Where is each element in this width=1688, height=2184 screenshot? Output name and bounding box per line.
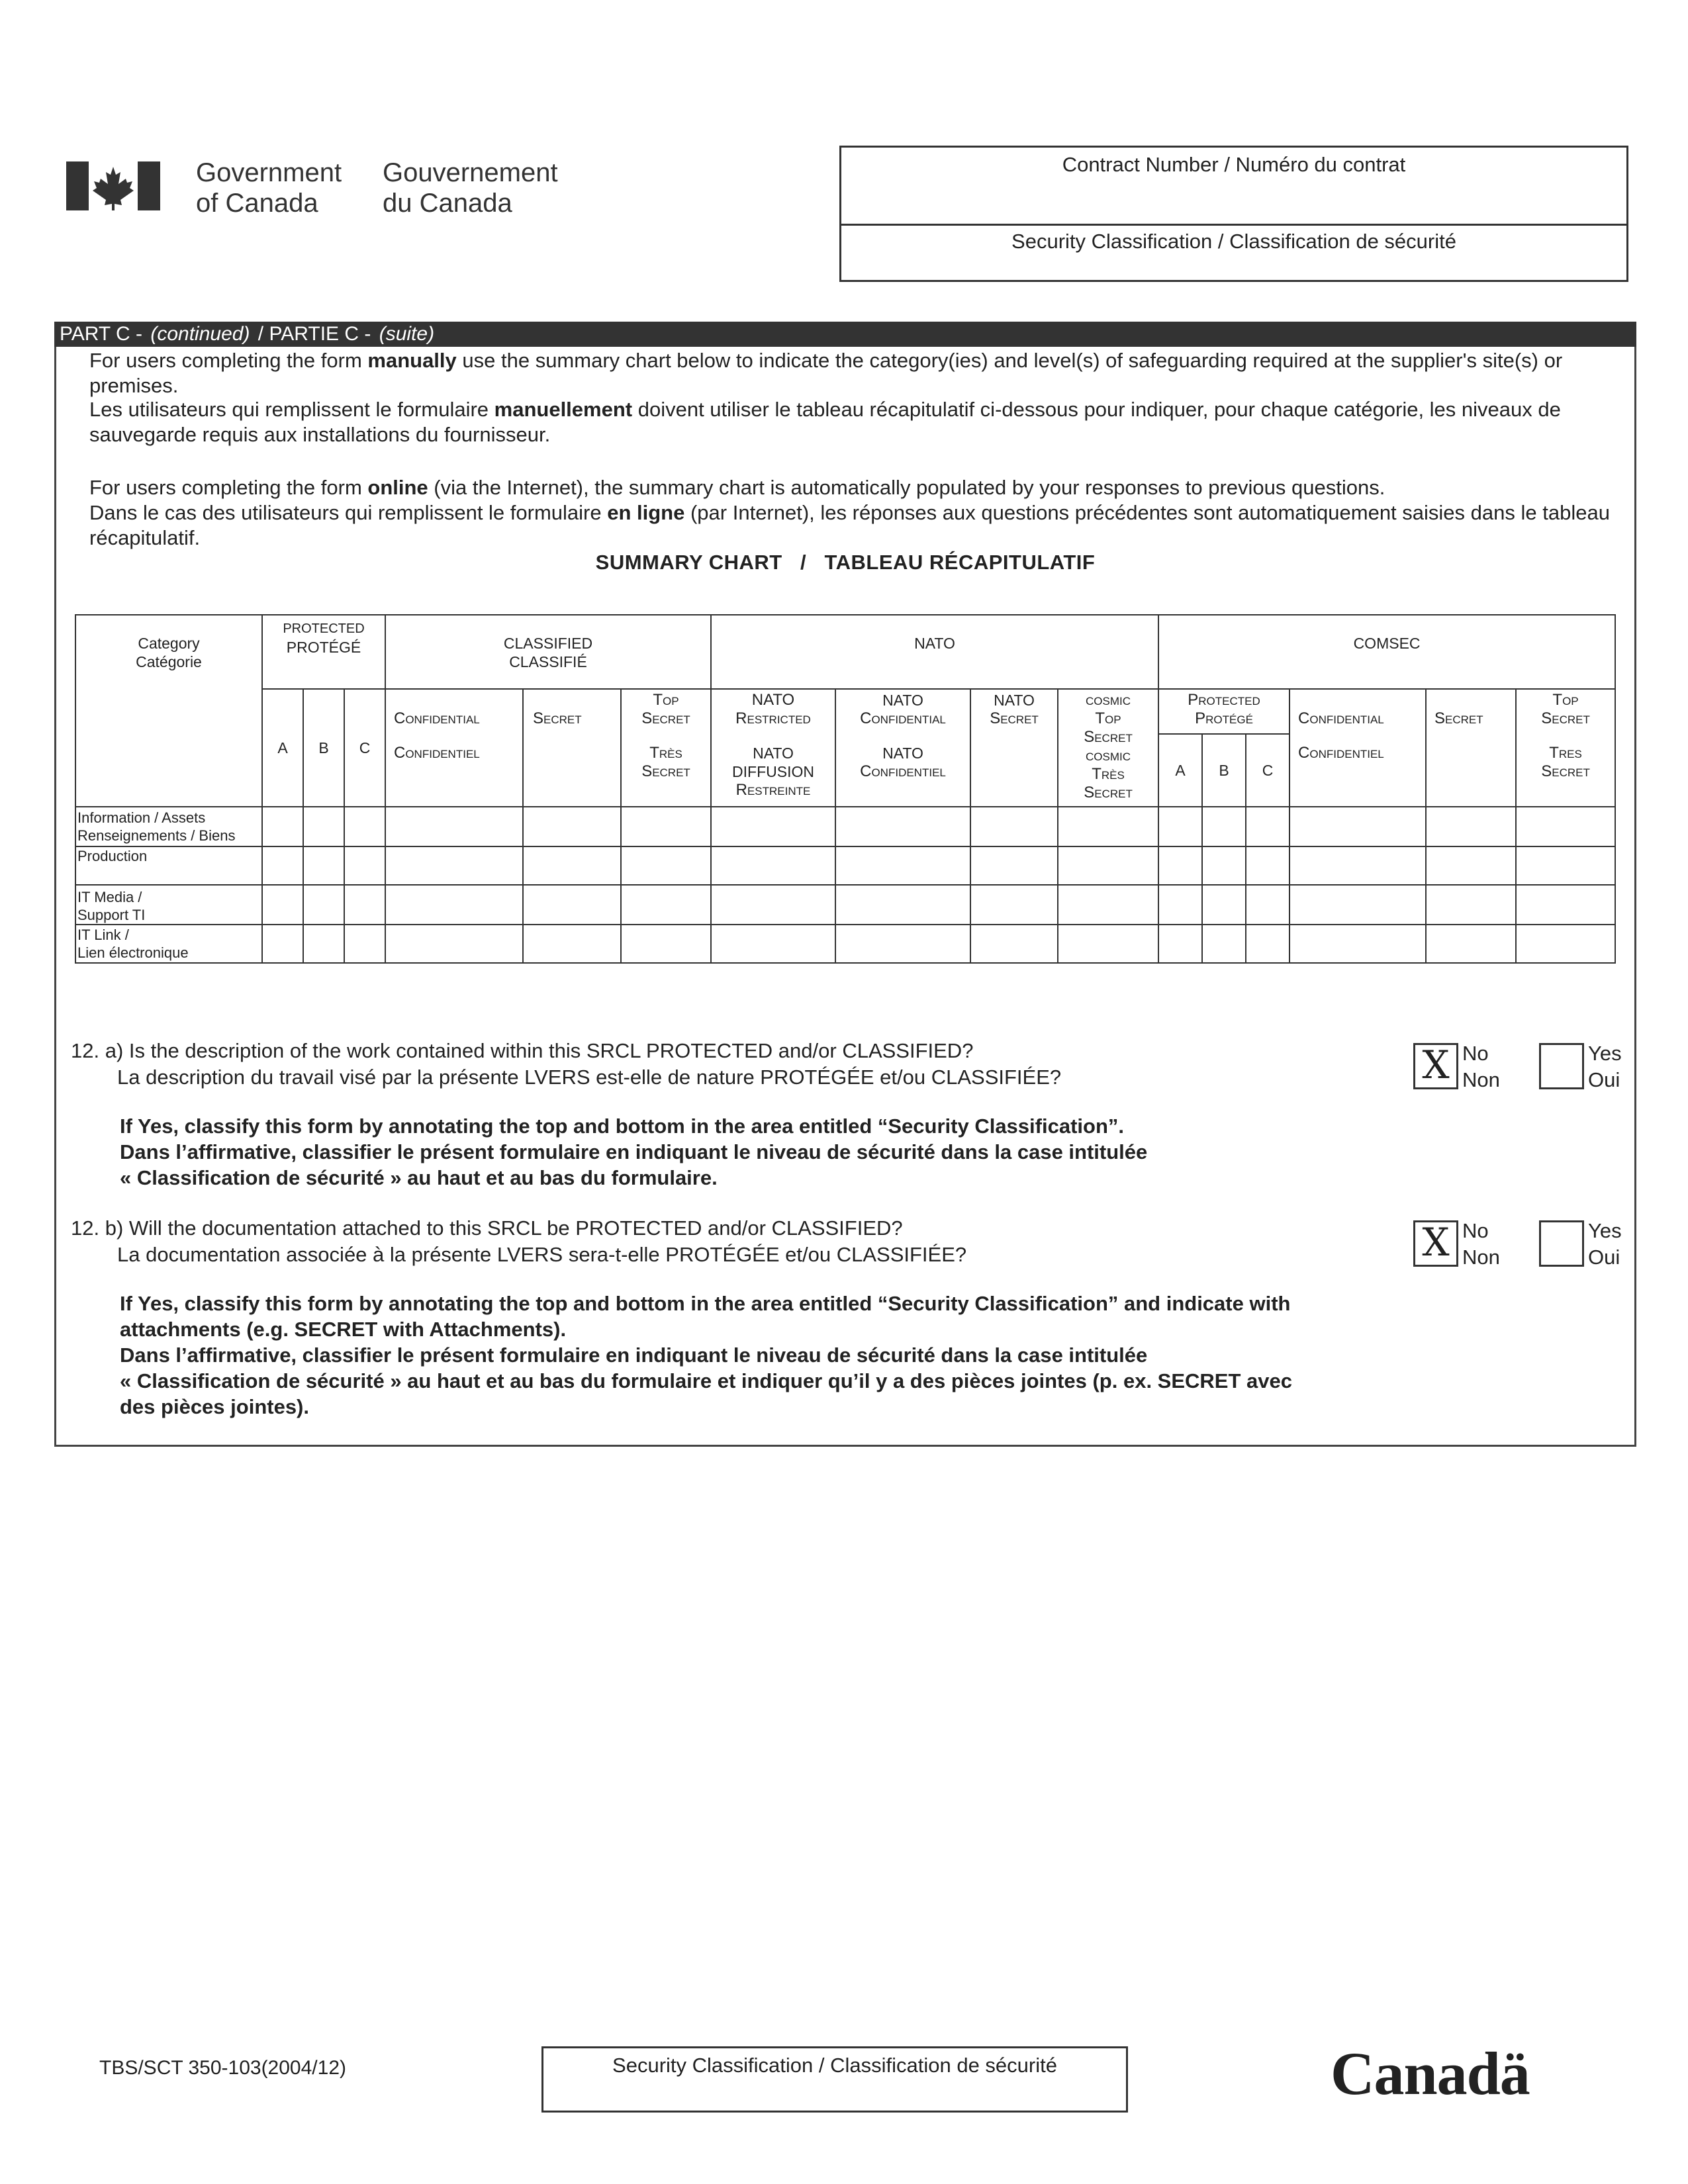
cosmic-top-secret-header: cosmic Top Secret cosmic Très Secret	[1058, 689, 1158, 807]
table-cell[interactable]	[303, 885, 344, 925]
manual-instructions-fr: Les utilisateurs qui remplissent le formulaire manuellement doivent utiliser le tableau récapitulatif ci-dessous pour indiquer, pour chaque catégorie, les niveaux de sauvegarde requis aux installations du fournisseur.	[89, 398, 1561, 446]
confidential-header: Confidential Confidentiel	[385, 689, 523, 807]
contract-number-label: Contract Number / Numéro du contrat	[1062, 153, 1406, 176]
question-12b-fr: La documentation associée à la présente LVERS sera-t-elle PROTÉGÉE et/ou CLASSIFIÉE?	[117, 1243, 967, 1266]
table-cell[interactable]	[970, 807, 1058, 846]
security-classification-top-label: Security Classification / Classification de sécurité	[1011, 230, 1456, 253]
table-cell[interactable]	[835, 846, 970, 885]
table-header-row-2	[75, 689, 1615, 807]
table-cell[interactable]	[523, 846, 621, 885]
q12b-no-checkbox[interactable]	[1413, 1220, 1458, 1267]
table-cell[interactable]	[1516, 846, 1615, 885]
table-cell[interactable]	[835, 925, 970, 963]
table-cell[interactable]	[262, 885, 303, 925]
row-label: IT Link / Lien électronique	[75, 925, 262, 963]
table-cell[interactable]	[1426, 846, 1516, 885]
table-cell[interactable]	[1289, 925, 1426, 963]
table-cell[interactable]	[1058, 807, 1158, 846]
table-row-production	[75, 846, 1615, 885]
canada-flag-icon	[66, 161, 160, 210]
category-header: Category Catégorie	[75, 615, 262, 807]
table-row-it-link	[75, 925, 1615, 963]
table-cell[interactable]	[1426, 807, 1516, 846]
table-cell[interactable]	[344, 846, 385, 885]
table-cell[interactable]	[385, 846, 523, 885]
q12b-no-label: No Non	[1462, 1219, 1500, 1269]
question-12a-fr: La description du travail visé par la présente LVERS est-elle de nature PROTÉGÉE et/ou CLASSIFIÉE?	[117, 1066, 1062, 1089]
government-of-canada-en	[196, 158, 342, 218]
table-cell[interactable]	[835, 885, 970, 925]
table-cell[interactable]	[523, 925, 621, 963]
table-cell[interactable]	[303, 807, 344, 846]
table-cell[interactable]	[711, 846, 835, 885]
table-cell[interactable]	[262, 846, 303, 885]
contract-number-field[interactable]	[841, 148, 1626, 226]
comsec-a-header: A	[1175, 762, 1186, 779]
part-c-section	[54, 322, 1636, 1447]
protected-a-header: A	[262, 689, 303, 807]
comsec-c-header: C	[1245, 735, 1289, 806]
q12a-yes-label: Yes Oui	[1588, 1042, 1622, 1091]
question-12b-en: 12. b) Will the documentation attached to this SRCL be PROTECTED and/or CLASSIFIED?	[71, 1216, 903, 1240]
part-c-label: PART C - (continued) / PARTIE C - (suite)	[60, 323, 435, 345]
table-cell[interactable]	[621, 807, 711, 846]
table-cell[interactable]	[711, 925, 835, 963]
table-cell[interactable]	[621, 885, 711, 925]
q12b-yes-label: Yes Oui	[1588, 1219, 1622, 1269]
table-cell[interactable]	[523, 807, 621, 846]
security-classification-bottom-box[interactable]	[541, 2046, 1128, 2113]
summary-chart-table	[75, 614, 1616, 964]
table-cell[interactable]	[835, 807, 970, 846]
table-cell[interactable]	[970, 925, 1058, 963]
table-cell[interactable]	[621, 846, 711, 885]
table-cell[interactable]	[711, 885, 835, 925]
comsec-header: COMSEC	[1158, 615, 1615, 689]
table-cell[interactable]	[1289, 885, 1426, 925]
secret-header: Secret	[523, 689, 621, 807]
summary-chart-title: SUMMARY CHART / TABLEAU RÉCAPITULATIF	[595, 551, 1096, 574]
table-cell[interactable]	[303, 925, 344, 963]
nato-secret-header: NATO Secret	[970, 689, 1058, 807]
protected-b-header: B	[303, 689, 344, 807]
table-cell[interactable]	[262, 925, 303, 963]
table-cell[interactable]	[1158, 885, 1289, 925]
table-cell[interactable]	[344, 885, 385, 925]
manual-instructions-en: For users completing the form manually use the summary chart below to indicate the category(ies) and level(s) of safeguarding required at the supplier's site(s) or premises.	[89, 349, 1563, 397]
part-c-header	[54, 322, 1636, 347]
table-cell[interactable]	[1158, 807, 1289, 846]
comsec-confidential-header: Confidential Confidentiel	[1289, 689, 1426, 807]
security-classification-bottom-label: Security Classification / Classification de sécurité	[612, 2054, 1057, 2077]
table-cell[interactable]	[385, 807, 523, 846]
nato-header: NATO	[711, 615, 1158, 689]
q12a-no-label: No Non	[1462, 1042, 1500, 1091]
table-cell[interactable]	[1516, 925, 1615, 963]
table-cell[interactable]	[344, 925, 385, 963]
protected-c-header: C	[344, 689, 385, 807]
table-row-it-media	[75, 885, 1615, 925]
gov-fr-line1: Gouvernement	[383, 158, 558, 187]
nato-restricted-header: NATO Restricted NATO DIFFUSION Restreinte	[711, 689, 835, 807]
table-cell[interactable]	[1516, 885, 1615, 925]
table-cell[interactable]	[1426, 885, 1516, 925]
table-cell[interactable]	[1158, 846, 1289, 885]
checkmark-x-icon: X	[1422, 1220, 1450, 1265]
table-cell[interactable]	[1158, 925, 1289, 963]
question-12b-instructions: If Yes, classify this form by annotating the top and bottom in the area entitled “Security Classification” and indicate with attachments (e.g. SECRET with Attachments). Dans l’affirmative, classifier le présent formulaire en indiquant le niveau de sécurité dans la case intitulée « Classification de sécurité » au haut et au bas du formulaire et indiquer qu’il y a des pièces jointes (p. ex. SECRET avec des pièces jointes).	[120, 1292, 1292, 1418]
table-cell[interactable]	[1289, 807, 1426, 846]
gouvernement-du-canada-fr	[383, 158, 558, 218]
comsec-b-header: B	[1201, 735, 1245, 806]
online-instructions-fr: Dans le cas des utilisateurs qui remplissent le formulaire en ligne (par Internet), les réponses aux questions précédentes sont automatiquement saisies dans le tableau récapitulatif.	[89, 501, 1610, 549]
table-cell[interactable]	[1426, 925, 1516, 963]
table-cell[interactable]	[523, 885, 621, 925]
contract-number-box[interactable]	[839, 146, 1628, 282]
table-cell[interactable]	[303, 846, 344, 885]
table-cell[interactable]	[1058, 846, 1158, 885]
question-12a	[71, 1038, 1061, 1091]
comsec-protected-header: Protected Protégé A B C	[1158, 689, 1289, 807]
comsec-top-secret-header: Top Secret Tres Secret	[1516, 689, 1615, 807]
table-cell[interactable]	[970, 846, 1058, 885]
gov-fr-line2: du Canada	[383, 189, 512, 218]
question-12a-en: 12. a) Is the description of the work contained within this SRCL PROTECTED and/or CLASSIFIED?	[71, 1039, 974, 1062]
row-label: Production	[75, 846, 262, 885]
table-cell[interactable]	[385, 885, 523, 925]
top-secret-header: Top Secret Très Secret	[621, 689, 711, 807]
table-cell[interactable]	[970, 885, 1058, 925]
online-instructions-en: For users completing the form online (via the Internet), the summary chart is automatically populated by your responses to previous questions.	[89, 476, 1385, 499]
q12a-no-checkbox[interactable]	[1413, 1043, 1458, 1089]
nato-confidential-header: NATO Confidential NATO Confidentiel	[835, 689, 970, 807]
protected-header: PROTECTED PROTÉGÉ	[262, 615, 385, 689]
gov-en-line1: Government	[196, 158, 342, 187]
table-header-row-1	[75, 615, 1615, 689]
table-cell[interactable]	[1289, 846, 1426, 885]
table-cell[interactable]	[1058, 925, 1158, 963]
gov-en-line2: of Canada	[196, 189, 318, 218]
classified-header: CLASSIFIED CLASSIFIÉ	[385, 615, 711, 689]
comsec-secret-header: Secret	[1426, 689, 1516, 807]
canada-wordmark-text: Canadä	[1331, 2040, 1530, 2107]
question-12a-instructions: If Yes, classify this form by annotating the top and bottom in the area entitled “Security Classification”. Dans l’affirmative, classifier le présent formulaire en indiquant le niveau de sécurité dans la case intitulée « Classification de sécurité » au haut et au bas du formulaire.	[120, 1115, 1148, 1189]
table-cell[interactable]	[262, 807, 303, 846]
table-cell[interactable]	[344, 807, 385, 846]
row-label: IT Media / Support TI	[75, 885, 262, 925]
checkmark-x-icon: X	[1422, 1042, 1450, 1087]
table-cell[interactable]	[1516, 807, 1615, 846]
canada-wordmark-logo	[1331, 2038, 1542, 2111]
table-cell[interactable]	[1058, 885, 1158, 925]
question-12b	[71, 1215, 966, 1268]
q12a-yes-checkbox[interactable]	[1539, 1043, 1584, 1089]
table-cell[interactable]	[621, 925, 711, 963]
row-label: Information / Assets Renseignements / Biens	[75, 807, 262, 846]
q12b-yes-checkbox[interactable]	[1539, 1220, 1584, 1267]
form-number: TBS/SCT 350-103(2004/12)	[99, 2057, 346, 2079]
table-cell[interactable]	[385, 925, 523, 963]
table-cell[interactable]	[711, 807, 835, 846]
table-row-information-assets	[75, 807, 1615, 846]
